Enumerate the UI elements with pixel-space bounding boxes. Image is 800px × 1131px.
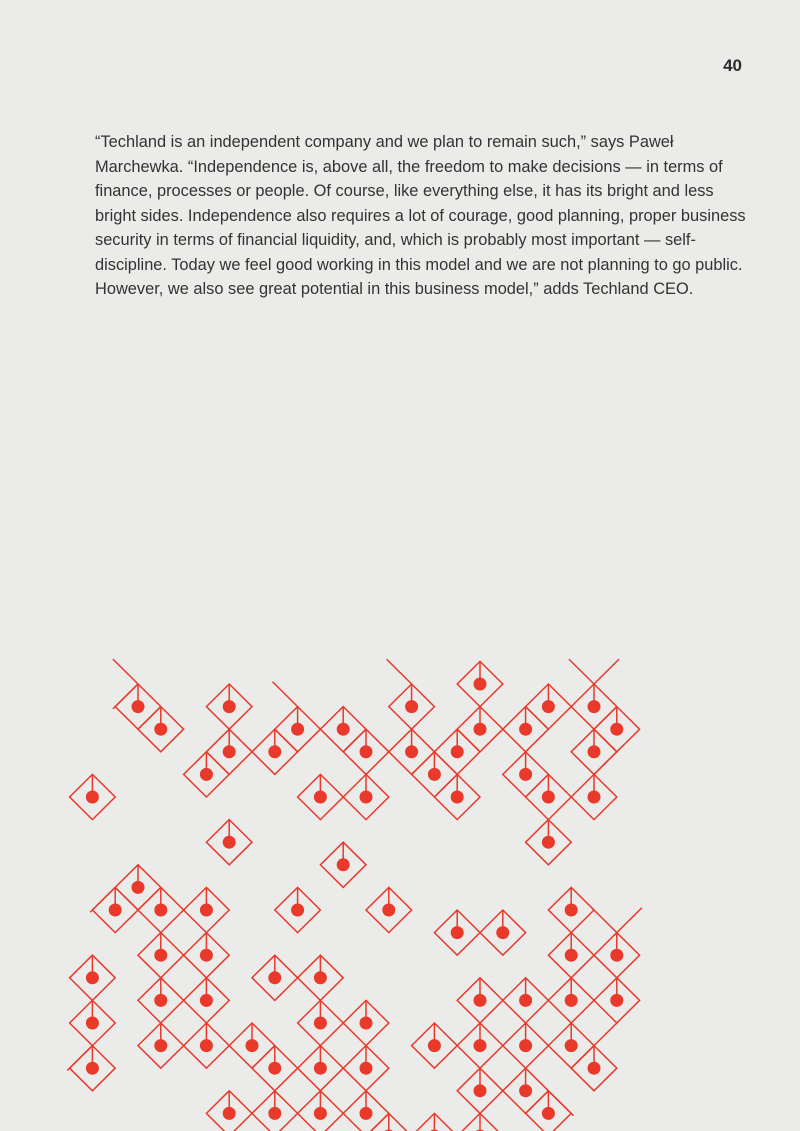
pattern-node-8 [519,768,532,781]
pattern-node-81 [154,1039,167,1052]
pattern-node-13 [405,745,418,758]
pattern-node-82 [86,1062,99,1075]
pattern-node-52 [360,1062,373,1075]
pattern-node-79 [86,971,99,984]
pattern-node-33 [451,926,464,939]
pattern-node-54 [314,1017,327,1030]
quote-paragraph: “Techland is an independent company and we plan to remain such,” says Paweł Marchewka. “Independence is, above all, the freedom to make decisions — in terms of finance, processes or people. Of course, like everything else, it has its bright and less bright sides. Independence also requires a lot of courage, good planning, proper business security in terms of financial liquidity, and, which is probably most important — self-discipline. Today we feel good working in this model and we are not planning to go public. However, we also see great potential in this business model,” adds Techland CEO. [95,133,746,298]
pattern-node-27 [337,858,350,871]
pattern-node-63 [200,994,213,1007]
pattern-node-55 [314,971,327,984]
pattern-node-45 [519,1039,532,1052]
pattern-node-44 [474,1039,487,1052]
pattern-ray-3 [387,659,412,684]
pattern-ray-8 [592,908,617,933]
pattern-node-5 [588,791,601,804]
pattern-node-68 [314,1107,327,1120]
pattern-node-57 [200,949,213,962]
pattern-ray-0 [569,659,594,684]
pattern-node-28 [86,791,99,804]
pattern-node-15 [337,723,350,736]
pattern-node-37 [565,949,578,962]
pattern-node-46 [519,1084,532,1097]
pattern-node-40 [565,994,578,1007]
pattern-node-34 [565,904,578,917]
pattern-node-64 [200,1039,213,1052]
pattern-node-38 [519,994,532,1007]
pattern-node-21 [132,700,145,713]
pattern-node-53 [360,1017,373,1030]
pattern-node-20 [223,745,236,758]
pattern-node-59 [154,904,167,917]
pattern-node-10 [542,836,555,849]
pattern-node-22 [154,723,167,736]
pattern-ray-5 [113,659,138,684]
pattern-node-66 [268,1062,281,1075]
pattern-node-2 [588,745,601,758]
pattern-node-12 [451,745,464,758]
pattern-node-3 [542,700,555,713]
pattern-node-18 [291,723,304,736]
pattern-node-65 [246,1039,259,1052]
page-number: 40 [723,56,742,75]
pattern-node-39 [610,949,623,962]
pattern-node-47 [542,1107,555,1120]
pattern-ray-1 [594,659,619,684]
pattern-node-23 [200,768,213,781]
pattern-node-61 [154,949,167,962]
pattern-node-50 [474,1084,487,1097]
pattern-ray-7 [617,908,642,933]
pattern-node-30 [132,881,145,894]
pattern-group [67,659,642,1131]
pattern-node-7 [474,723,487,736]
pattern-node-17 [451,791,464,804]
pattern-node-42 [565,1039,578,1052]
pattern-node-60 [109,904,122,917]
pattern-node-6 [474,678,487,691]
pattern-node-25 [314,791,327,804]
pattern-node-11 [405,700,418,713]
pattern-node-9 [542,791,555,804]
pattern-node-1 [610,723,623,736]
pattern-node-56 [268,971,281,984]
pattern-node-26 [360,791,373,804]
pattern-node-75 [223,1107,236,1120]
pattern-node-4 [519,723,532,736]
pattern-node-41 [610,994,623,1007]
pattern-node-62 [154,994,167,1007]
pattern-node-51 [428,1039,441,1052]
pattern-node-14 [360,745,373,758]
pattern-node-32 [382,904,395,917]
pattern-node-43 [588,1062,601,1075]
pattern-node-58 [200,904,213,917]
pattern-node-76 [268,1107,281,1120]
pattern-ray-4 [273,682,298,707]
pattern-node-31 [291,904,304,917]
pattern-node-36 [474,994,487,1007]
pattern-node-29 [223,836,236,849]
pattern-node-69 [360,1107,373,1120]
pattern-node-80 [86,1017,99,1030]
pattern-node-24 [268,745,281,758]
pattern-ray-9 [594,1021,619,1046]
pattern-node-0 [588,700,601,713]
pattern-node-16 [428,768,441,781]
pattern-node-67 [314,1062,327,1075]
pattern-node-35 [496,926,509,939]
pattern-node-19 [223,700,236,713]
